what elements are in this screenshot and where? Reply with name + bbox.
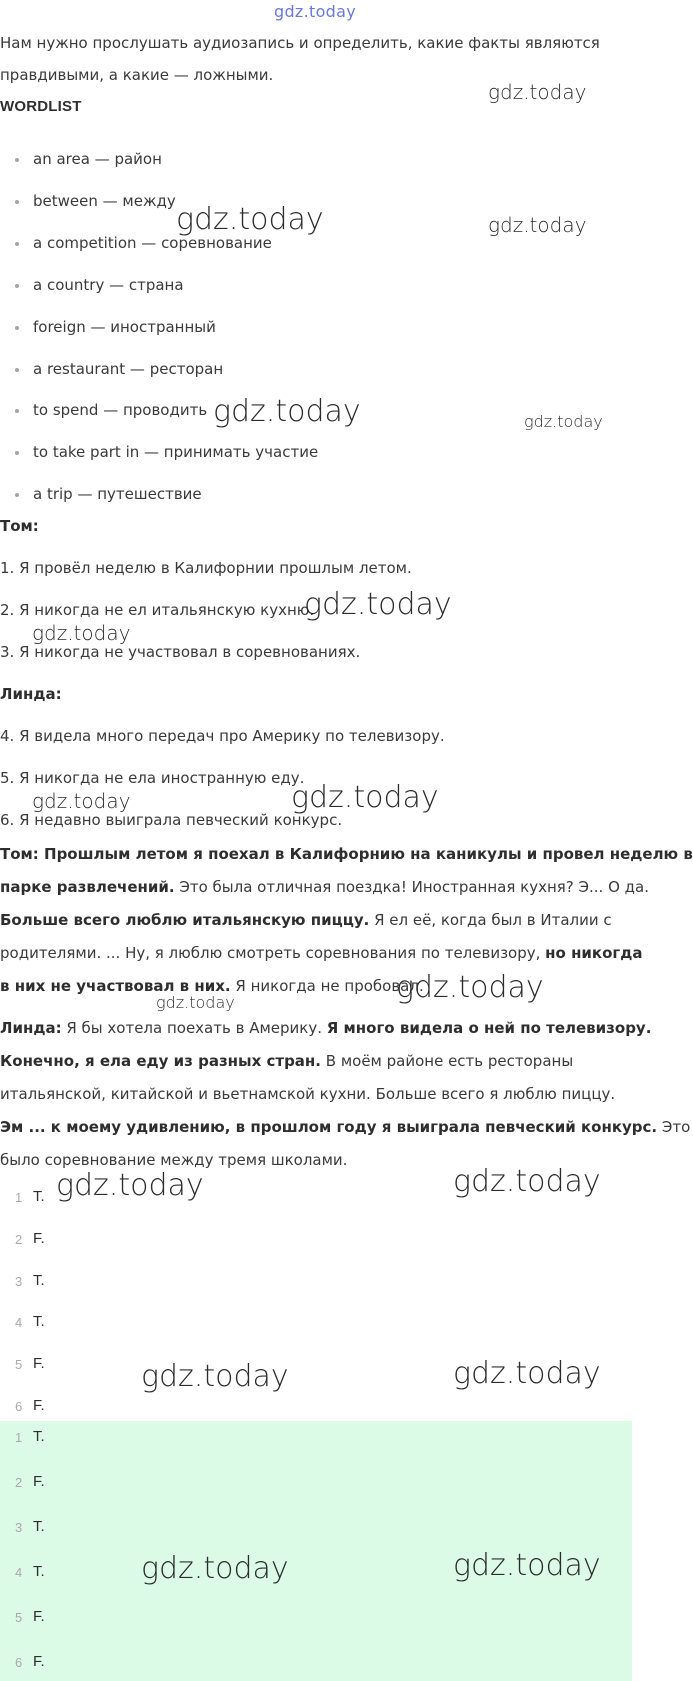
tom-label: Том: [0, 517, 39, 535]
transcript-line: Эм ... к моему удивлению, в прошлом году я выиграла певческий конкурс. Это [0, 1118, 691, 1136]
transcript-line: родителями. ... Ну, я люблю смотреть соревнования по телевизору, но никогда [0, 944, 643, 962]
watermark: gdz.today [32, 621, 131, 645]
watermark: gdz.today [453, 1356, 601, 1391]
answer-row: 2 F. [15, 1473, 45, 1490]
bullet-icon [15, 409, 19, 413]
answer-row: 6 F. [15, 1397, 45, 1414]
watermark: gdz.today [141, 1359, 289, 1394]
statement-6: 6. Я недавно выиграла певческий конкурс. [0, 811, 343, 829]
answer-row: 3 T. [15, 1518, 45, 1535]
answer-row: 1 T. [15, 1428, 45, 1445]
watermark: gdz.today [156, 993, 235, 1012]
linda-label: Линда: [0, 685, 62, 703]
transcript-line: Линда: Я бы хотела поехать в Америку. Я много видела о ней по телевизору. [0, 1019, 652, 1037]
answer-row: 4 T. [15, 1313, 45, 1330]
watermark: gdz.today [488, 213, 587, 237]
transcript-line: Том: Прошлым летом я поехал в Калифорнию на каникулы и провел неделю в [0, 845, 693, 863]
watermark: gdz.today [453, 1548, 601, 1583]
watermark: gdz.today [213, 394, 361, 429]
bullet-icon [15, 493, 19, 497]
answer-row: 3 T. [15, 1272, 45, 1289]
bullet-icon [15, 368, 19, 372]
transcript-line: Конечно, я ела еду из разных стран. В моём районе есть рестораны [0, 1052, 574, 1070]
wordlist-title: WORDLIST [0, 98, 82, 115]
statement-3: 3. Я никогда не участвовал в соревнованиях. [0, 643, 361, 661]
watermark: gdz.today [453, 1164, 601, 1199]
transcript-line: парке развлечений. Это была отличная поездка! Иностранная кухня? Э... О да. [0, 878, 649, 896]
page: gdz.today Нам нужно прослушать аудиозапись и определить, какие факты являются правдивыми, а какие — ложными. WORDLIST an area — район between — между a competition — соревнование a country — страна foreign — иностранный a restaurant — ресторан to spend — проводить to take part in — принимать участие a trip — путешествие Том: 1. Я провёл неделю в Калифорнии прошлым летом. 2. Я никогда не ел итальянскую кухню. 3. Я никогда не участвовал в соревнованиях. Линда: 4. Я видела много передач про Америку по телевизору. 5. Я никогда не ела иностранную еду. 6. Я недавно выиграла певческий конкурс. Том: Прошлым летом я поехал в Калифорнию на каникулы и провел неделю в парке развлечений. Это была отличная поездка! Иностранная кухня? Э... О да. Больше всего люблю итальянскую пиццу. Я ел её, когда был в Италии с родителями. ... Ну, я люблю смотреть соревнования по телевизору, но никогда в них не участвовал в них. Я никогда не пробовал. Линда: Я бы хотела поехать в Америку. Я много видела о ней по телевизору. Конечно, я ела еду из разных стран. В моём районе есть рестораны итальянской, китайской и вьетнамской кухни. Больше всего я люблю пиццу. Эм ... к моему удивлению, в прошлом году я выиграла певческий конкурс. Это было соревнование между тремя школами. 1 T. 2 F. 3 T. 4 T. 5 F. 6 F. 1 T. 2 F. 3 T. 4 T. 5 F. 6 F. gdz.today gdz.today gdz.today gdz.today gdz.today gdz.today gdz.today gdz.today gdz.today gdz.today gdz.today gdz.today gdz.today gdz.today gdz.today gdz.today gdz.today [0, 0, 632, 1681]
statement-4: 4. Я видела много передач про Америку по телевизору. [0, 727, 445, 745]
watermark: gdz.today [141, 1551, 289, 1586]
statement-2: 2. Я никогда не ел итальянскую кухню. [0, 601, 315, 619]
transcript-line: было соревнование между тремя школами. [0, 1151, 348, 1169]
answer-row: 5 F. [15, 1355, 45, 1372]
intro-line-2: правдивыми, а какие — ложными. [0, 66, 274, 84]
answer-row: 4 T. [15, 1563, 45, 1580]
watermark: gdz.today [176, 202, 324, 237]
bullet-icon [15, 200, 19, 204]
bullet-icon [15, 242, 19, 246]
transcript-line: Больше всего люблю итальянскую пиццу. Я ел её, когда был в Италии с [0, 911, 612, 929]
answer-row: 2 F. [15, 1230, 45, 1247]
bullet-icon [15, 284, 19, 288]
bullet-icon [15, 451, 19, 455]
intro-line-1: Нам нужно прослушать аудиозапись и определить, какие факты являются [0, 34, 600, 52]
watermark: gdz.today [56, 1168, 204, 1203]
answer-row: 5 F. [15, 1608, 45, 1625]
transcript-line: в них не участвовал в них. Я никогда не пробовал. [0, 977, 424, 995]
watermark: gdz.today [488, 80, 587, 104]
watermark: gdz.today [304, 587, 452, 622]
watermark: gdz.today [396, 970, 544, 1005]
answer-row: 6 F. [15, 1653, 45, 1670]
statement-1: 1. Я провёл неделю в Калифорнии прошлым летом. [0, 559, 412, 577]
watermark: gdz.today [291, 780, 439, 815]
statement-5: 5. Я никогда не ела иностранную еду. [0, 769, 305, 787]
answer-row: 1 T. [15, 1188, 45, 1205]
bullet-icon [15, 326, 19, 330]
watermark: gdz.today [32, 789, 131, 813]
bullet-icon [15, 158, 19, 162]
watermark: gdz.today [524, 412, 603, 431]
site-link[interactable]: gdz.today [274, 2, 356, 21]
transcript-line: итальянской, китайской и вьетнамской кухни. Больше всего я люблю пиццу. [0, 1085, 616, 1103]
